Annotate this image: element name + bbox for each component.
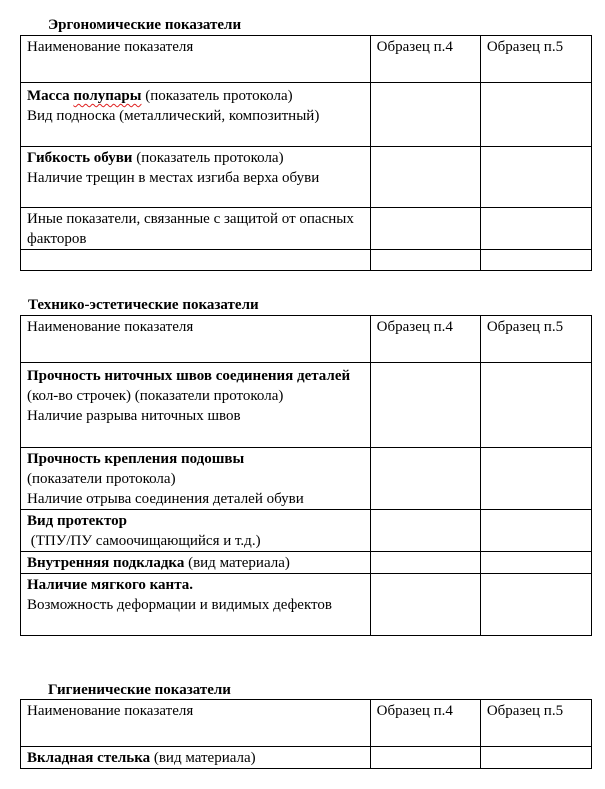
sample-4-cell[interactable] [370, 510, 480, 552]
sample-4-cell[interactable] [370, 574, 480, 636]
indicator-text: (показатели протокола) [27, 471, 176, 487]
indicator-cell [21, 83, 371, 147]
sample-4-cell[interactable] [370, 208, 480, 250]
sample-4-cell[interactable] [370, 448, 480, 510]
table-hygienic [20, 699, 592, 769]
indicator-text: (вид материала) [184, 555, 290, 571]
indicator-text: (показатель протокола) [132, 150, 284, 166]
header-sample-5: Образец п.5 [480, 36, 591, 83]
sample-5-cell[interactable] [480, 363, 591, 448]
sample-5-cell[interactable] [480, 747, 591, 769]
sample-5-cell[interactable] [480, 448, 591, 510]
table-header-row [21, 316, 592, 363]
indicator-text: (показатель протокола) [141, 88, 293, 104]
table-row [21, 510, 592, 552]
section-title-hygienic: Гигиенические показатели [48, 682, 231, 698]
table-technical [20, 315, 592, 636]
sample-4-cell[interactable] [370, 552, 480, 574]
indicator-line2: Наличие отрыва соединения деталей обуви [27, 491, 304, 507]
indicator-line2: Вид подноска (металлический, композитный) [27, 108, 320, 124]
indicator-text: (кол-во строчек) (показатели протокола) [27, 388, 284, 404]
table-row [21, 208, 592, 250]
indicator-bold-text: Гибкость обуви [27, 150, 133, 166]
indicator-cell [21, 448, 371, 510]
sample-4-cell[interactable] [370, 363, 480, 448]
indicator-cell [21, 552, 371, 574]
sample-4-cell[interactable] [370, 250, 480, 271]
indicator-cell [21, 363, 371, 448]
table-row [21, 363, 592, 448]
sample-4-cell[interactable] [370, 147, 480, 208]
table-header-row [21, 700, 592, 747]
sample-5-cell[interactable] [480, 208, 591, 250]
table-row-empty [21, 250, 592, 271]
sample-5-cell[interactable] [480, 147, 591, 208]
indicator-text: (вид материала) [150, 750, 256, 766]
indicator-line2: Возможность деформации и видимых дефектов [27, 597, 332, 613]
sample-5-cell[interactable] [480, 552, 591, 574]
sample-5-cell[interactable] [480, 510, 591, 552]
table-row [21, 552, 592, 574]
table-row [21, 574, 592, 636]
indicator-cell [21, 574, 371, 636]
table-ergonomic [20, 35, 592, 271]
sample-5-cell[interactable] [480, 574, 591, 636]
sample-4-cell[interactable] [370, 83, 480, 147]
table-row [21, 83, 592, 147]
indicator-bold-text: Масса [27, 88, 74, 104]
sample-4-cell[interactable] [370, 747, 480, 769]
indicator-cell: Иные показатели, связанные с защитой от опасных факторов [21, 208, 371, 250]
table-row [21, 147, 592, 208]
indicator-bold-text: Прочность ниточных швов соединения деталей [27, 368, 351, 384]
indicator-cell [21, 147, 371, 208]
header-sample-4: Образец п.4 [370, 700, 480, 747]
indicator-line2: Наличие разрыва ниточных швов [27, 408, 241, 424]
table-header-row [21, 36, 592, 83]
section-title-technical: Технико-эстетические показатели [28, 297, 259, 313]
table-row [21, 747, 592, 769]
sample-5-cell[interactable] [480, 83, 591, 147]
indicator-line2: Наличие трещин в местах изгиба верха обуви [27, 170, 320, 186]
indicator-line2: (ТПУ/ПУ самоочищающийся и т.д.) [27, 533, 261, 549]
section-title-ergonomic: Эргономические показатели [48, 17, 242, 33]
indicator-bold-text: Вид протектор [27, 513, 127, 529]
header-sample-4: Образец п.4 [370, 36, 480, 83]
indicator-cell [21, 510, 371, 552]
indicator-bold-text: Прочность крепления подошвы [27, 451, 245, 467]
header-indicator-name: Наименование показателя [21, 316, 371, 363]
indicator-cell[interactable] [21, 250, 371, 271]
indicator-cell [21, 747, 371, 769]
header-sample-5: Образец п.5 [480, 316, 591, 363]
indicator-bold-misspelled-text: полупары [73, 88, 142, 104]
indicator-bold-text: Наличие мягкого канта. [27, 577, 194, 593]
table-row [21, 448, 592, 510]
header-indicator-name: Наименование показателя [21, 700, 371, 747]
header-sample-4: Образец п.4 [370, 316, 480, 363]
header-indicator-name: Наименование показателя [21, 36, 371, 83]
header-sample-5: Образец п.5 [480, 700, 591, 747]
sample-5-cell[interactable] [480, 250, 591, 271]
indicator-bold-text: Внутренняя подкладка [27, 555, 185, 571]
indicator-bold-text: Вкладная стелька [27, 750, 151, 766]
